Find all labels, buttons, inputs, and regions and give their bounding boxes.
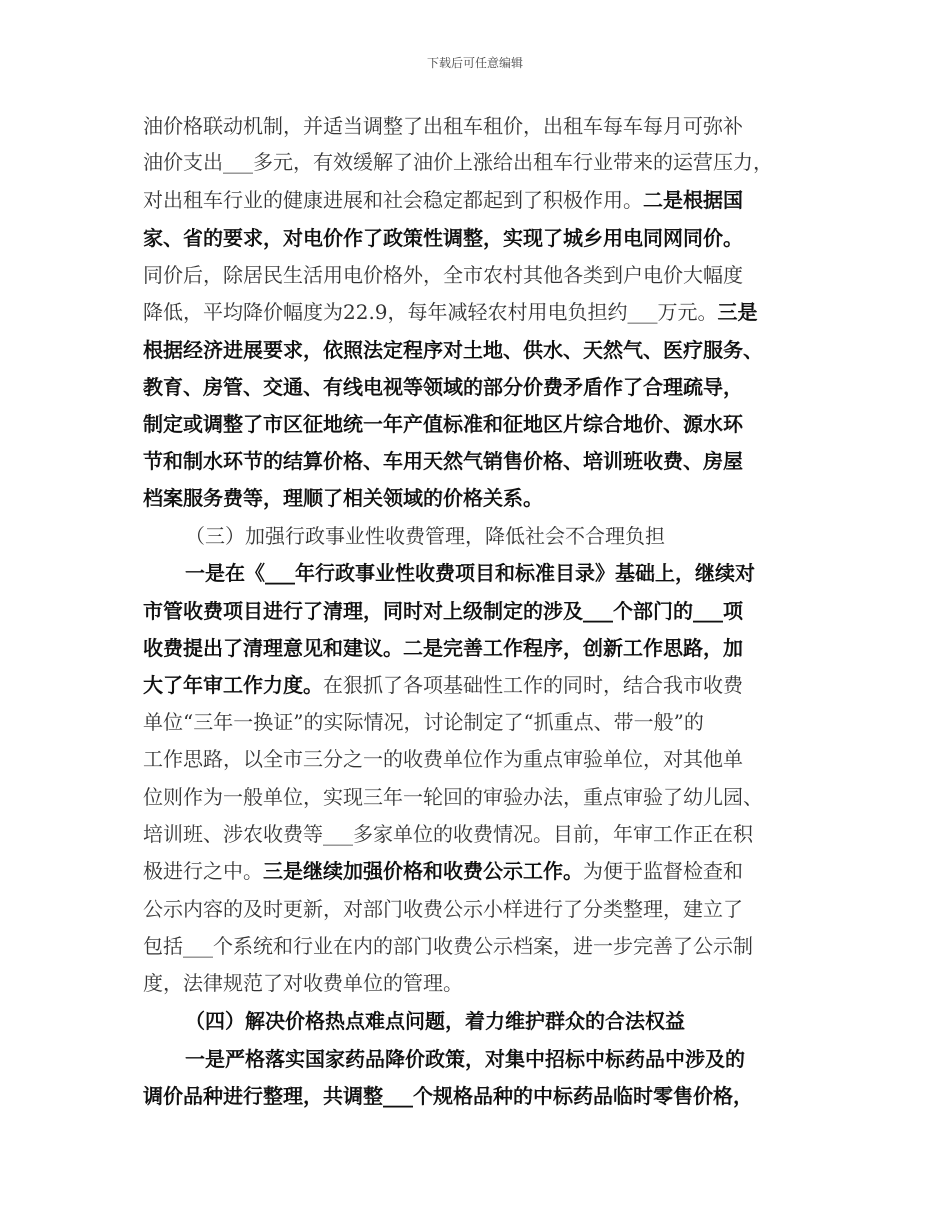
bold-text-run: 根据经济进展要求，依照法定程序对土地、供水、天然气、医疗服务、 bbox=[143, 338, 763, 362]
text-line bbox=[143, 150, 773, 174]
bold-text-run: 三是继续加强价格和收费公示工作。 bbox=[263, 859, 583, 883]
text-line bbox=[143, 747, 743, 771]
section-heading bbox=[185, 524, 665, 548]
bold-text-run: （四）解决价格热点难点问题，着力维护群众的合法权益 bbox=[185, 1009, 685, 1033]
text-line bbox=[143, 412, 743, 436]
text-run: 对出租车行业的健康进展和社会稳定都起到了积极作用。 bbox=[143, 188, 643, 212]
text-run: 工作思路，以全市三分之一的收费单位作为重点审验单位，对其他单 bbox=[143, 747, 743, 771]
text-run: 油价格联动机制，并适当调整了出租车租价，出租车每车每月可弥补 bbox=[143, 114, 743, 138]
bold-text-run: 收费提出了清理意见和建议。二是完善工作程序，创新工作思路，加 bbox=[143, 636, 743, 660]
text-run: 在狠抓了各项基础性工作的同时，结合我市收费 bbox=[323, 673, 743, 697]
text-line bbox=[143, 188, 743, 212]
bold-text-run: 大了年审工作力度。 bbox=[143, 673, 323, 697]
text-run: 为便于监督检查和 bbox=[583, 859, 743, 883]
text-line bbox=[143, 114, 743, 138]
text-run: 位则作为一般单位，实现三年一轮回的审验办法，重点审验了幼儿园、 bbox=[143, 785, 763, 809]
text-line bbox=[143, 226, 743, 250]
text-run: 单位“三年一换证”的实际情况，讨论制定了“抓重点、带一般”的 bbox=[143, 710, 704, 734]
text-line bbox=[185, 1047, 745, 1071]
text-line bbox=[143, 859, 743, 883]
bold-text-run: 一是在《___年行政事业性收费项目和标准目录》基础上，继续对 bbox=[185, 561, 755, 585]
bold-text-run: 制定或调整了市区征地统一年产值标准和征地区片综合地价、源水环 bbox=[143, 412, 743, 436]
text-run: （三）加强行政事业性收费管理，降低社会不合理负担 bbox=[185, 524, 665, 548]
text-line bbox=[143, 822, 753, 846]
page-header: 下载后可任意编辑 bbox=[426, 56, 523, 70]
bold-text-run: 档案服务费等，理顺了相关领域的价格关系。 bbox=[143, 486, 543, 510]
text-line bbox=[143, 486, 543, 510]
text-line bbox=[143, 710, 704, 734]
text-run: 度，法律规范了对收费单位的管理。 bbox=[143, 971, 463, 995]
text-line bbox=[143, 263, 743, 287]
text-line bbox=[143, 636, 743, 660]
text-line bbox=[143, 338, 763, 362]
text-line bbox=[143, 599, 743, 623]
text-run: 培训班、涉农收费等___多家单位的收费情况。目前，年审工作正在积 bbox=[143, 822, 753, 846]
text-line bbox=[143, 449, 743, 473]
section-heading bbox=[185, 1009, 685, 1033]
text-line bbox=[143, 375, 743, 399]
text-line bbox=[143, 785, 763, 809]
bold-text-run: 教育、房管、交通、有线电视等领域的部分价费矛盾作了合理疏导， bbox=[143, 375, 743, 399]
text-line bbox=[143, 300, 758, 324]
text-line bbox=[143, 971, 463, 995]
bold-text-run: 家、省的要求，对电价作了政策性调整，实现了城乡用电同网同价。 bbox=[143, 226, 743, 250]
bold-text-run: 调价品种进行整理，共调整___个规格品种的中标药品临时零售价格， bbox=[143, 1084, 753, 1108]
bold-text-run: 市管收费项目进行了清理，同时对上级制定的涉及___个部门的___项 bbox=[143, 599, 743, 623]
bold-text-run: 三是 bbox=[717, 300, 758, 324]
text-line bbox=[143, 673, 743, 697]
text-run: 公示内容的及时更新，对部门收费公示小样进行了分类整理，建立了 bbox=[143, 897, 743, 921]
text-run: 油价支出___多元，有效缓解了油价上涨给出租车行业带来的运营压力， bbox=[143, 150, 773, 174]
bold-text-run: 节和制水环节的结算价格、车用天然气销售价格、培训班收费、房屋 bbox=[143, 449, 743, 473]
text-line bbox=[143, 934, 753, 958]
text-line bbox=[143, 897, 743, 921]
text-run: 降低，平均降价幅度为22.9，每年减轻农村用电负担约___万元。 bbox=[143, 300, 718, 324]
text-run: 同价后，除居民生活用电价格外，全市农村其他各类到户电价大幅度 bbox=[143, 263, 743, 287]
bold-text-run: 二是根据国 bbox=[643, 188, 743, 212]
text-run: 包括___个系统和行业在内的部门收费公示档案，进一步完善了公示制 bbox=[143, 934, 753, 958]
text-line bbox=[185, 561, 755, 585]
text-line bbox=[143, 1084, 753, 1108]
text-run: 极进行之中。 bbox=[143, 859, 263, 883]
bold-text-run: 一是严格落实国家药品降价政策，对集中招标中标药品中涉及的 bbox=[185, 1047, 745, 1071]
